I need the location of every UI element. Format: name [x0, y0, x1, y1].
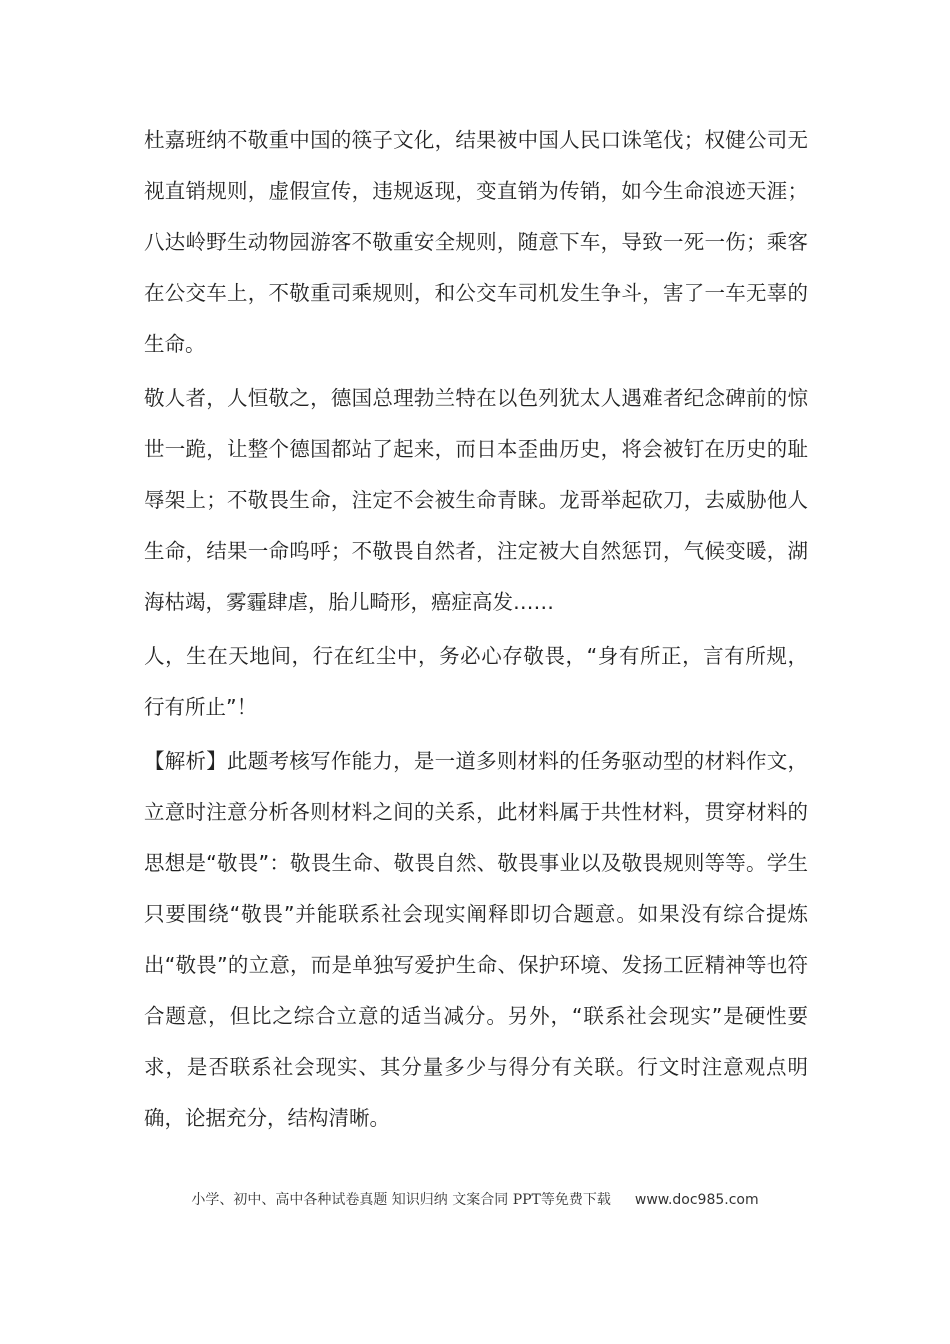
paragraph-analysis: 【解析】此题考核写作能力，是一道多则材料的任务驱动型的材料作文，立意时注意分析各则材料之间的关系，此材料属于共性材料，贯穿材料的思想是“敬畏”：敬畏生命、敬畏自然、敬畏事业以及敬畏规则等等。学生只要围绕“敬畏”并能联系社会现实阐释即切合题意。如果没有综合提炼出“敬畏”的立意，而是单独写爱护生命、保护环境、发扬工匠精神等也符合题意，但比之综合立意的适当减分。另外，“联系社会现实”是硬性要求，是否联系社会现实、其分量多少与得分有关联。行文时注意观点明确，论据充分，结构清晰。: [144, 749, 808, 1130]
footer-site-link[interactable]: www.doc985.com: [634, 1192, 759, 1208]
paragraph-examples: 杜嘉班纳不敬重中国的筷子文化，结果被中国人民口诛笔伐；权健公司无视直销规则，虚假宣传，违规返现，变直销为传销，如今生命浪迹天涯；八达岭野生动物园游客不敬重安全规则，随意下车，导致一死一伤；乘客在公交车上，不敬重司乘规则，和公交车司机发生争斗，害了一车无辜的生命。: [144, 128, 808, 356]
paragraph-conclusion: 人，生在天地间，行在红尘中，务必心存敬畏，“身有所正，言有所规，行有所止”！: [144, 644, 808, 719]
footer-text: 小学、初中、高中各种试卷真题 知识归纳 文案合同 PPT等免费下载: [191, 1192, 611, 1208]
paragraph-respect: 敬人者，人恒敬之，德国总理勃兰特在以色列犹太人遇难者纪念碑前的惊世一跪，让整个德国都站了起来，而日本歪曲历史，将会被钉在历史的耻辱架上；不敬畏生命，注定不会被生命青睐。龙哥举起砍刀，去威胁他人生命，结果一命呜呼；不敬畏自然者，注定被大自然惩罚，气候变暖，湖海枯竭，雾霾肆虐，胎儿畸形，癌症高发……: [144, 386, 808, 614]
document-body: [144, 115, 808, 1147]
page-footer: [0, 1189, 950, 1211]
